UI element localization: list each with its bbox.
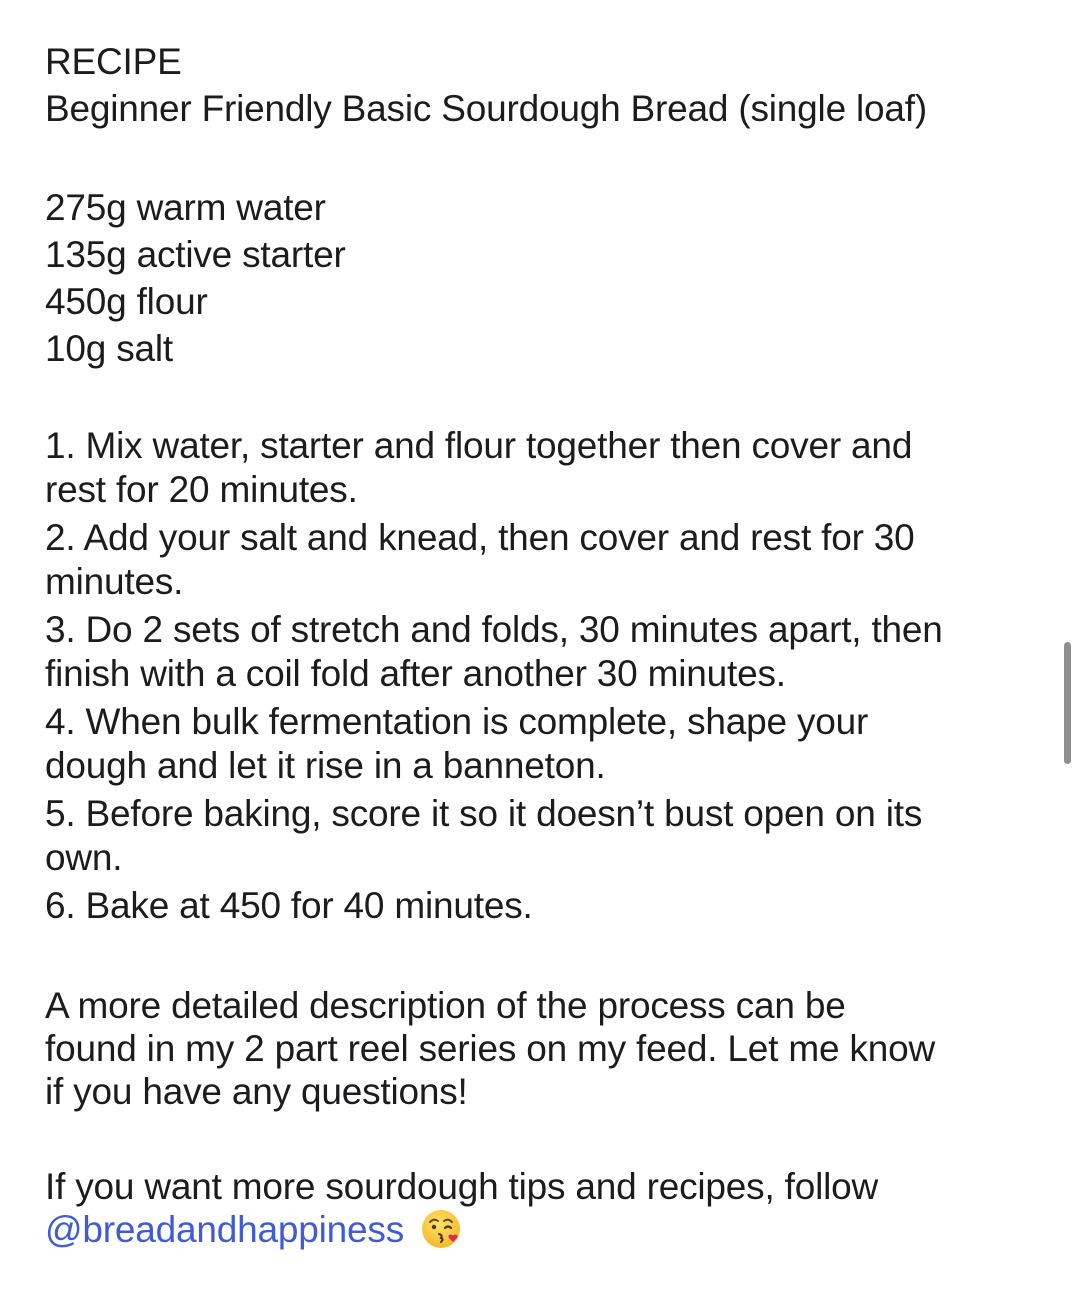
mention-link[interactable]: @breadandhappiness xyxy=(45,1209,405,1250)
blank-line xyxy=(45,372,1045,424)
step-item: 1. Mix water, starter and flour together then cover and rest for 20 minutes. xyxy=(45,425,913,510)
follow-paragraph xyxy=(45,1165,1045,1251)
step-item: 6. Bake at 450 for 40 minutes. xyxy=(45,885,533,926)
step-item: 3. Do 2 sets of stretch and folds, 30 minutes apart, then finish with a coil fold after another 30 minutes. xyxy=(45,609,943,694)
recipe-title: Beginner Friendly Basic Sourdough Bread (single loaf) xyxy=(45,88,928,129)
ingredient-list xyxy=(45,184,1045,372)
ingredient-item: 450g flour xyxy=(45,281,208,322)
description-paragraph: A more detailed description of the process can be found in my 2 part reel series on my feed. Let me know if you have any questions! xyxy=(45,985,935,1112)
vertical-scrollbar[interactable] xyxy=(1064,642,1071,764)
follow-text: If you want more sourdough tips and recipes, follow xyxy=(45,1166,879,1207)
kiss-face-emoji-icon xyxy=(420,1208,462,1250)
blank-line xyxy=(45,132,1045,184)
step-item: 4. When bulk fermentation is complete, shape your dough and let it rise in a banneton. xyxy=(45,701,869,786)
recipe-note[interactable] xyxy=(45,38,1045,1251)
note-heading: RECIPE xyxy=(45,41,182,82)
step-list xyxy=(45,424,1045,928)
blank-line xyxy=(45,932,1045,984)
ingredient-item: 275g warm water xyxy=(45,187,326,228)
step-item: 5. Before baking, score it so it doesn’t bust open on its own. xyxy=(45,793,923,878)
step-item: 2. Add your salt and knead, then cover and rest for 30 minutes. xyxy=(45,517,915,602)
ingredient-item: 135g active starter xyxy=(45,234,346,275)
ingredient-item: 10g salt xyxy=(45,328,173,369)
blank-line xyxy=(45,1113,1045,1165)
mention-line xyxy=(45,1208,1045,1251)
